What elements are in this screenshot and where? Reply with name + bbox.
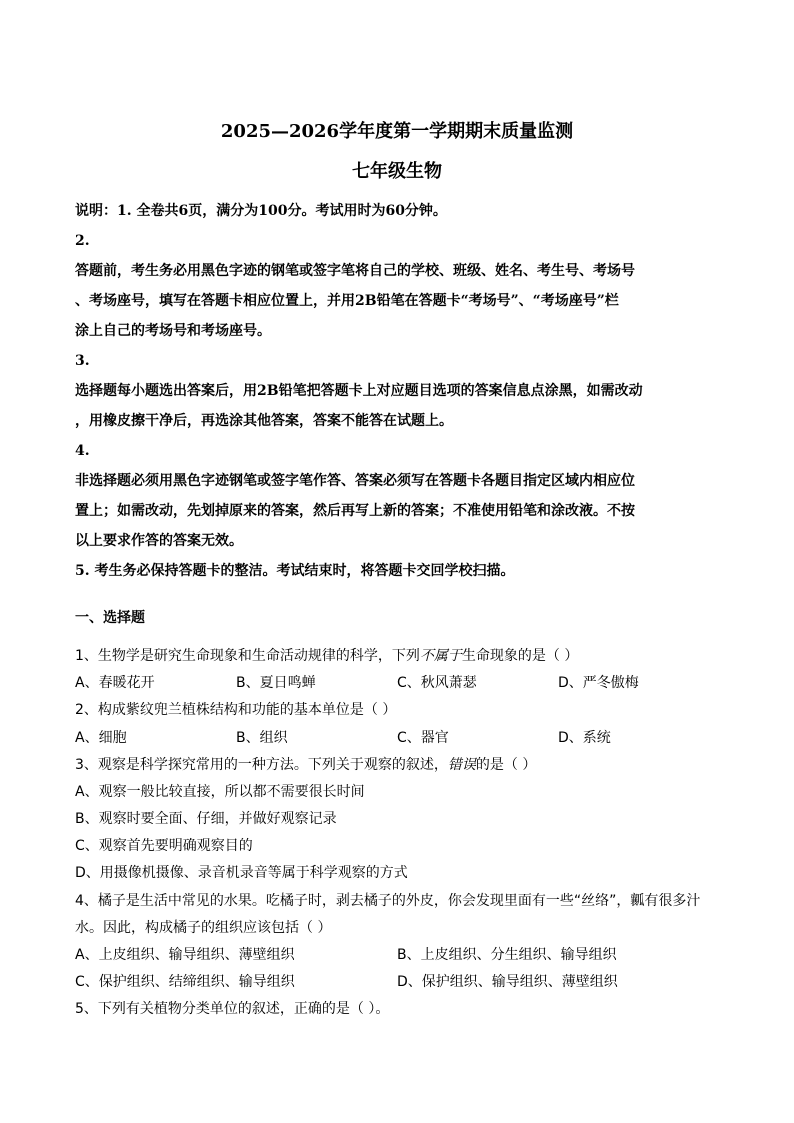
q1-option-c: C、秋风萧瑟 (397, 675, 477, 691)
q1-option-d: D、严冬傲梅 (558, 675, 639, 691)
instruction-line: 涂上自己的考场号和考场座号。 (75, 323, 271, 339)
q4-option-a: A、上皮组织、输导组织、薄壁组织 (75, 947, 295, 963)
q4-option-d: D、保护组织、输导组织、薄壁组织 (397, 974, 618, 990)
question-4-line-1: 4、橘子是生活中常见的水果。吃橘子时，剥去橘子的外皮，你会发现里面有一些“丝络”，瓤有很多汁 (75, 893, 701, 909)
q2-option-c: C、器官 (397, 730, 449, 746)
instruction-line: 5. 考生务必保持答题卡的整洁。考试结束时，将答题卡交回学校扫描。 (75, 563, 515, 579)
question-emphasis: 不属于 (419, 648, 462, 664)
exam-subtitle: 七年级生物 (352, 161, 442, 182)
q1-option-b: B、夏日鸣蝉 (236, 675, 316, 691)
instruction-line: 以上要求作答的答案无效。 (75, 533, 243, 549)
question-5: 5、下列有关植物分类单位的叙述，正确的是（ ）。 (75, 1001, 390, 1017)
q4-option-b: B、上皮组织、分生组织、输导组织 (397, 947, 617, 963)
q3-option-a: A、观察一般比较直接，所以都不需要很长时间 (75, 784, 365, 800)
question-text: 1、生物学是研究生命现象和生命活动规律的科学，下列 (75, 648, 420, 664)
instruction-line: 选择题每小题选出答案后，用2B铅笔把答题卡上对应题目选项的答案信息点涂黑，如需改动 (75, 383, 643, 399)
instructions (75, 196, 725, 586)
instruction-line: 4. (75, 443, 90, 459)
q2-option-a: A、细胞 (75, 730, 127, 746)
instruction-line: 、考场座号，填写在答题卡相应位置上，并用2B铅笔在答题卡“考场号”、“考场座号”栏 (75, 293, 619, 309)
q1-option-a: A、春暖花开 (75, 675, 155, 691)
q2-option-b: B、组织 (236, 730, 288, 746)
section-heading: 一、选择题 (75, 610, 145, 626)
question-text: 3、观察是科学探究常用的一种方法。下列关于观察的叙述， (75, 757, 448, 773)
q2-option-d: D、系统 (558, 730, 611, 746)
instruction-line: 2. (75, 233, 90, 249)
question-4-line-2: 水。因此，构成橘子的组织应该包括（ ） (75, 920, 332, 936)
q3-option-c: C、观察首先要明确观察目的 (75, 838, 253, 854)
q4-option-c: C、保护组织、结缔组织、输导组织 (75, 974, 295, 990)
instruction-line: 答题前，考生务必用黑色字迹的钢笔或签字笔将自己的学校、班级、姓名、考生号、考场号 (75, 263, 635, 279)
instruction-line: 3. (75, 353, 90, 369)
question-3 (75, 754, 536, 774)
q3-option-d: D、用摄像机摄像、录音机录音等属于科学观察的方式 (75, 865, 408, 881)
question-text: 的是（ ） (475, 757, 537, 773)
q3-option-b: B、观察时要全面、仔细，并做好观察记录 (75, 811, 337, 827)
exam-title: 2025—2026学年度第一学期期末质量监测 (220, 121, 574, 142)
instruction-line: 非选择题必须用黑色字迹钢笔或签字笔作答、答案必须写在答题卡各题目指定区域内相应位 (75, 473, 635, 489)
instruction-line: ，用橡皮擦干净后，再选涂其他答案，答案不能答在试题上。 (75, 413, 453, 429)
question-text: 生命现象的是（ ） (461, 648, 579, 664)
question-2: 2、构成紫纹兜兰植株结构和功能的基本单位是（ ） (75, 702, 397, 718)
question-1 (75, 645, 578, 665)
instruction-line: 说明：1. 全卷共6页，满分为100分。考试用时为60分钟。 (75, 203, 447, 219)
question-emphasis: 错误 (447, 757, 476, 773)
instruction-line: 置上；如需改动，先划掉原来的答案，然后再写上新的答案；不准使用铅笔和涂改液。不按 (75, 503, 635, 519)
